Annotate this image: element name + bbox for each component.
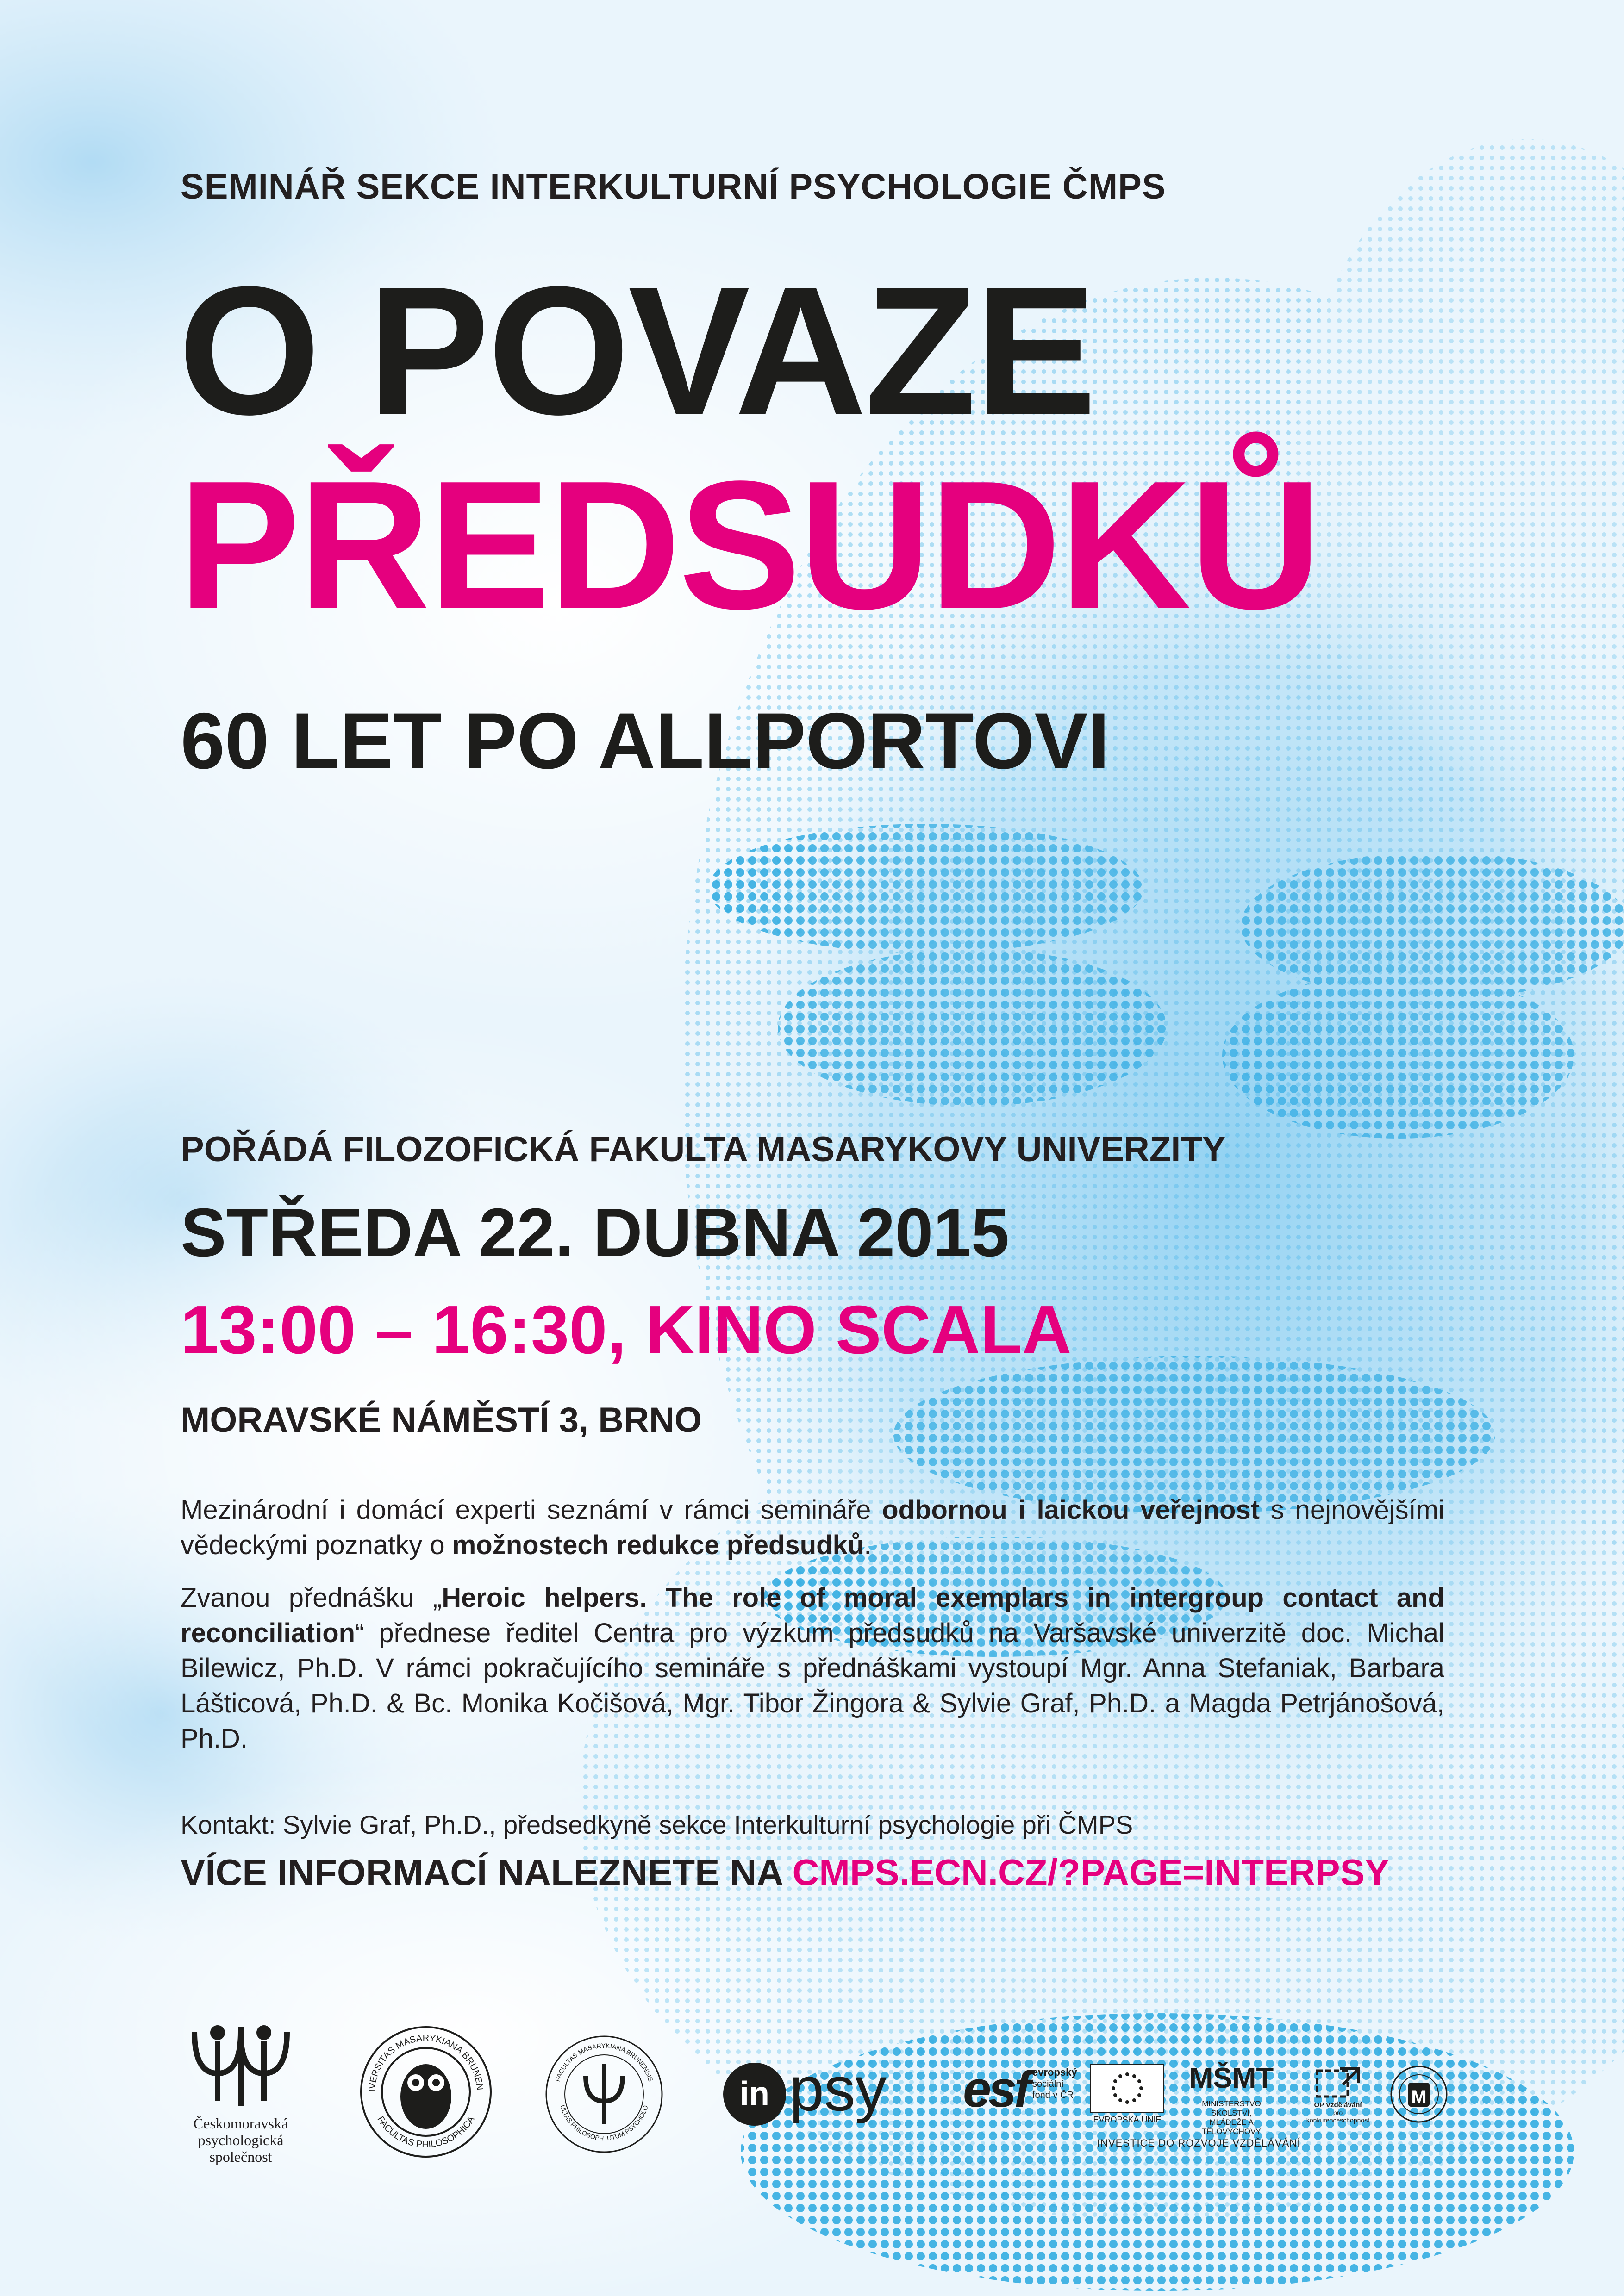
p1-bold-1: odbornou i laickou veřejnost bbox=[882, 1495, 1260, 1525]
eu-logo bbox=[1090, 2064, 1169, 2125]
p2-text-2: “ přednese ředitel Centra pro výzkum předsudků na Varšavské univerzitě doc. Michal Bilewicz, Ph.D. V rámci pokračujícího semináře s přednáškami vystoupí Mgr. Anna Stefaniak, Barbara Lášticová, Ph.D. & Bc. Monika Kočišová, Mgr. Tibor Žingora & Sylvie Graf, Ph.D. a Magda Petrjánošová, Ph.D. bbox=[181, 1618, 1444, 1754]
more-info-line bbox=[181, 1851, 1389, 1894]
p1-text-3: . bbox=[864, 1530, 872, 1560]
event-address: MORAVSKÉ NÁMĚSTÍ 3, BRNO bbox=[181, 1400, 702, 1440]
muni-mark: M bbox=[1411, 2087, 1427, 2107]
owl-seal-icon bbox=[356, 2022, 495, 2161]
p2-bold-1: Heroic helpers. The role of moral exemplars in intergroup contact and reconciliation bbox=[181, 1583, 1444, 1648]
inpsy-in: in bbox=[740, 2075, 769, 2112]
msmt-logo bbox=[1183, 2064, 1280, 2136]
esf-line-2: sociální bbox=[1032, 2079, 1064, 2089]
op-line-2: pro konkurenceschopnost bbox=[1306, 2109, 1370, 2124]
subtitle: 60 LET PO ALLPORTOVI bbox=[181, 697, 1110, 785]
contact-line: Kontakt: Sylvie Graf, Ph.D., předsedkyně sekce Interkulturní psychologie při ČMPS bbox=[181, 1810, 1133, 1839]
psi-seal-icon bbox=[542, 2032, 667, 2157]
psi-triple-icon bbox=[181, 2022, 301, 2115]
eu-funding-strip bbox=[963, 2061, 1454, 2152]
title-line-2: PŘEDSUDKŮ bbox=[178, 442, 1320, 647]
event-time-place: 13:00 – 16:30, KINO SCALA bbox=[181, 1292, 1072, 1368]
inpsy-psy: psy bbox=[789, 2055, 887, 2124]
organizer: POŘÁDÁ FILOZOFICKÁ FAKULTA MASARYKOVY UNIVERZITY bbox=[181, 1130, 1226, 1169]
cmps-caption-3: společnost bbox=[209, 2148, 272, 2165]
msmt-line-1: MINISTERSTVO ŠKOLSTVÍ, bbox=[1202, 2099, 1261, 2117]
esf-line-1: evropský bbox=[1032, 2066, 1077, 2078]
event-date: STŘEDA 22. DUBNA 2015 bbox=[181, 1195, 1010, 1271]
esf-line-3: fond v ČR bbox=[1032, 2090, 1074, 2100]
muni-phil-ring-bottom: FACULTAS PHILOSOPHICA bbox=[375, 2114, 477, 2150]
seminar-kicker: SEMINÁŘ SEKCE INTERKULTURNÍ PSYCHOLOGIE ČMPS bbox=[181, 167, 1166, 206]
psych-ring-right: UTUM PSYCHOLO bbox=[606, 2104, 650, 2142]
cmps-caption-2: psychologická bbox=[198, 2132, 284, 2148]
psych-ring-top: FACULTAS MASARYKIANA BRUNENSIS bbox=[554, 2041, 655, 2083]
p1-bold-2: možnostech redukce předsudků bbox=[452, 1530, 864, 1560]
more-info-link[interactable]: CMPS.ECN.CZ/?PAGE=INTERPSY bbox=[792, 1852, 1390, 1893]
psychology-institute-logo bbox=[542, 2032, 667, 2157]
op-arrow-icon bbox=[1312, 2064, 1363, 2101]
eu-caption: EVROPSKÁ UNIE bbox=[1093, 2115, 1162, 2124]
psych-ring-left: ULTAS PHILOSOPH bbox=[559, 2104, 604, 2142]
cmps-caption-1: Českomoravská bbox=[193, 2115, 288, 2132]
muni-seal-icon bbox=[1389, 2064, 1449, 2124]
description-paragraph-2 bbox=[181, 1580, 1444, 1756]
inpsy-logo bbox=[722, 2055, 917, 2129]
muni-logo bbox=[1389, 2064, 1449, 2124]
description-paragraph-1 bbox=[181, 1493, 1444, 1563]
eu-stars-flag-icon bbox=[1090, 2064, 1164, 2113]
inpsy-mark-icon bbox=[722, 2055, 917, 2129]
p1-text-1: Mezinárodní i domácí experti seznámí v rámci semináře bbox=[181, 1495, 882, 1525]
muni-phil-logo bbox=[356, 2022, 495, 2161]
esf-logo bbox=[963, 2061, 1079, 2124]
cmps-logo bbox=[176, 2022, 306, 2165]
investice-tagline: INVESTICE DO ROZVOJE VZDĚLÁVÁNÍ bbox=[1097, 2137, 1301, 2149]
esf-mark: esf bbox=[963, 2061, 1028, 2118]
more-info-label: VÍCE INFORMACÍ NALEZNETE NA bbox=[181, 1852, 793, 1893]
op-vk-logo bbox=[1303, 2064, 1373, 2124]
p2-text-1: Zvanou přednášku „ bbox=[181, 1583, 442, 1613]
title-line-1: O POVAZE bbox=[178, 248, 1095, 453]
msmt-line-2: MLÁDEŽE A TĚLOVÝCHOVY bbox=[1202, 2118, 1261, 2136]
muni-phil-ring-top: IVERSITAS MASARYKIANA BRUNEN bbox=[367, 2033, 485, 2092]
p1-text-2: s nejnovějšími vědeckými poznatky o bbox=[181, 1495, 1444, 1560]
msmt-mark: MŠMT bbox=[1189, 2062, 1274, 2094]
op-line-1: OP Vzdělávání bbox=[1314, 2101, 1362, 2109]
